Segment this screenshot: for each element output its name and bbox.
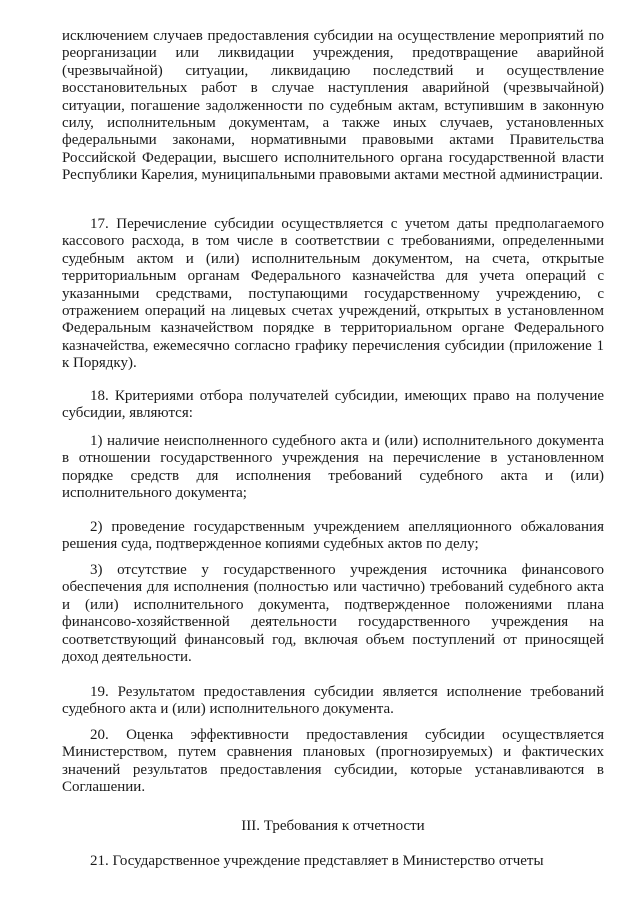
section-heading: III. Требования к отчетности — [241, 818, 425, 834]
paragraph-16-continuation: исключением случаев предоставления субсидии на осуществление мероприятий по реорганизации или ликвидации учреждения, предотвращение аварийной (чрезвычайной) ситуации, ликвидацию последствий и осуществление восстановительных работ в случае наступления аварийной (чрезвычайной) ситуации, погашение задолженности по судебным актам, вступившим в законную силу, исполнительным документам, а также иных случаев, установленных федеральными законами, нормативными правовыми актами Правительства Российской Федерации, высшего исполнительного органа государственной власти Республики Карелия, муниципальными правовыми актами местной администрации. — [62, 28, 604, 184]
paragraph-18-item-1: 1) наличие неисполненного судебного акта и (или) исполнительного документа в отношении государственного учреждения на перечисление в установленном порядке средств для исполнения требований судебного акта и (или) исполнительного документа; — [62, 433, 604, 502]
paragraph-18-item-3: 3) отсутствие у государственного учреждения источника финансового обеспечения для исполнения (полностью или частично) требований судебного акта и (или) исполнительного документа, подтвержденное положениями плана финансово-хозяйственной деятельности государственного учреждения на соответствующий финансовый год, включая объем поступлений от приносящей доход деятельности. — [62, 562, 604, 666]
paragraph-21: 21. Государственное учреждение представляет в Министерство отчеты — [90, 853, 544, 869]
paragraph-20: 20. Оценка эффективности предоставления субсидии осуществляется Министерством, путем сравнения плановых (прогнозируемых) и фактических значений результатов предоставления субсидии, которые устанавливаются в Соглашении. — [62, 727, 604, 796]
paragraph-19: 19. Результатом предоставления субсидии является исполнение требований судебного акта и (или) исполнительного документа. — [62, 684, 604, 718]
paragraph-18-item-2: 2) проведение государственным учреждением апелляционного обжалования решения суда, подтвержденное копиями судебных актов по делу; — [62, 519, 604, 553]
paragraph-17: 17. Перечисление субсидии осуществляется с учетом даты предполагаемого кассового расхода, в том числе в соответствии с требованиями, определенными судебным актом и (или) исполнительным документом, на счета, открытые территориальным органам Федерального казначейства для учета операций с указанными средствами, поступающими государственному учреждению, с отражением операций на лицевых счетах учреждений, открытых в установленном Федеральным казначейством порядке в территориальном органе Федерального казначейства, ежемесячно согласно графику перечисления субсидии (приложение 1 к Порядку). — [62, 216, 604, 372]
paragraph-18: 18. Критериями отбора получателей субсидии, имеющих право на получение субсидии, являются: — [62, 388, 604, 422]
